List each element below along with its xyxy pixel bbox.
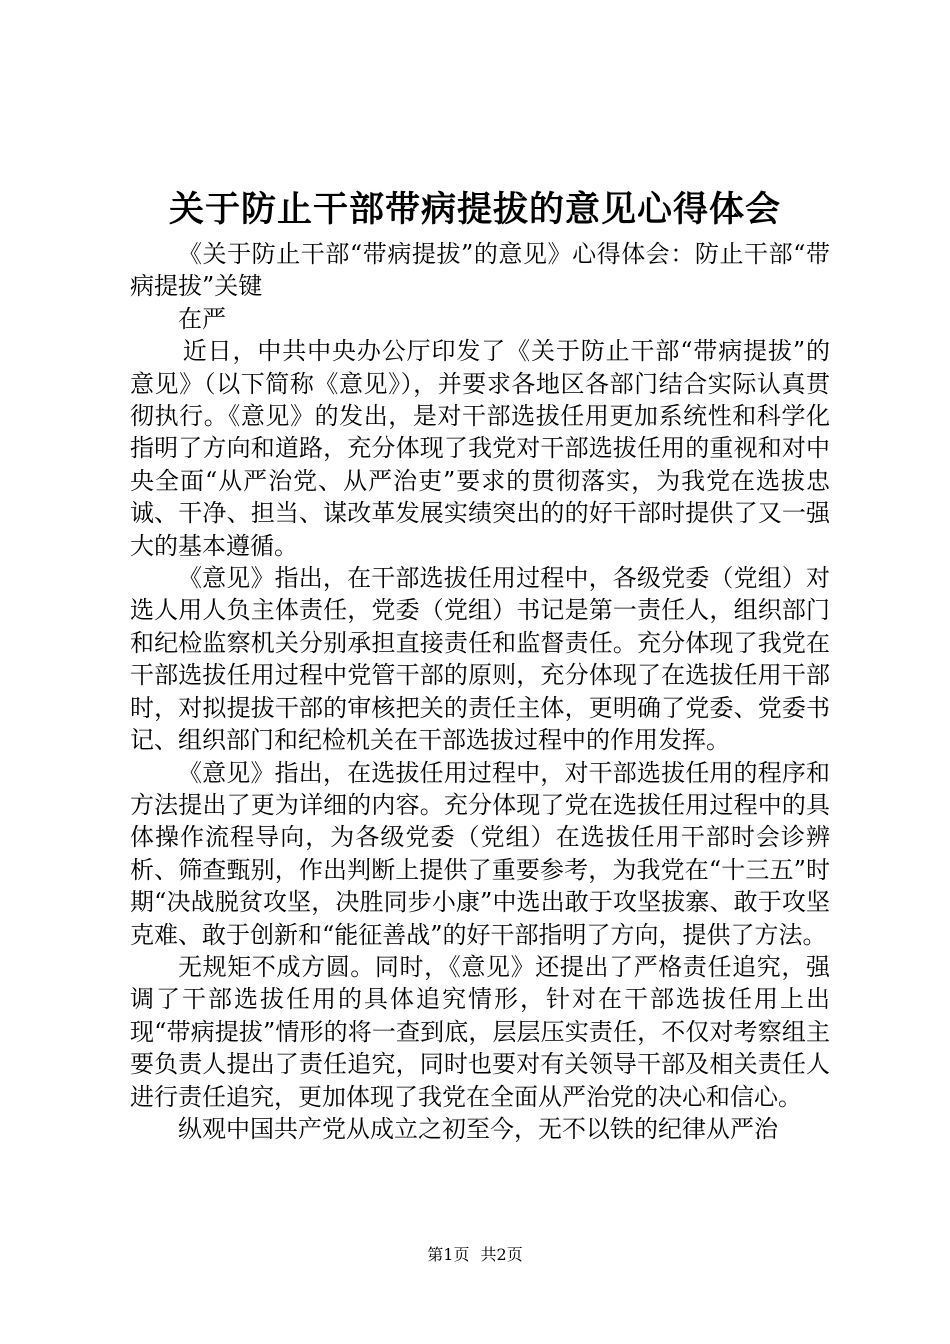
paragraph-continuation: 在严 xyxy=(178,304,226,333)
page-footer xyxy=(0,1244,950,1266)
document-body xyxy=(130,238,830,1145)
paragraph-subtitle: 《关于防止干部“带病提拔”的意见》心得体会：防止干部“带病提拔”关键 xyxy=(130,240,830,301)
page-number-current: 第1页 xyxy=(427,1245,470,1264)
paragraph-history: 纵观中国共产党从成立之初至今，无不以铁的纪律从严治 xyxy=(178,1114,778,1143)
paragraph-procedure: 《意见》指出，在选拔任用过程中，对干部选拔任用的程序和方法提出了更为详细的内容。充分体现了党在选拔任用过程中的具体操作流程导向，为各级党委（党组）在选拔任用干部时会诊辨析、筛查甄别，作出判断上提供了重要参考，为我党在“十三五”时期“决战脱贫攻坚，决胜同步小康”中选出敢于攻坚拔寨、敢于攻坚克难、敢于创新和“能征善战”的好干部指明了方向，提供了方法。 xyxy=(130,758,830,949)
page-number-total: 共2页 xyxy=(480,1245,523,1264)
document-title: 关于防止干部带病提拔的意见心得体会 xyxy=(168,189,781,230)
paragraph-intro: 近日，中共中央办公厅印发了《关于防止干部“带病提拔”的意见》（以下简称《意见》），并要求各地区各部门结合实际认真贯彻执行。《意见》的发出，是对干部选拔任用更加系统性和科学化指明了方向和道路，充分体现了我党对干部选拔任用的重视和对中央全面“从严治党、从严治吏”要求的贯彻落实，为我党在选拔忠诚、干净、担当、谋改革发展实绩突出的的好干部时提供了又一强大的基本遵循。 xyxy=(130,337,830,560)
paragraph-responsibility: 《意见》指出，在干部选拔任用过程中，各级党委（党组）对选人用人负主体责任，党委（党组）书记是第一责任人，组织部门和纪检监察机关分别承担直接责任和监督责任。充分体现了我党在干部选拔任用过程中党管干部的原则，充分体现了在选拔任用干部时，对拟提拔干部的审核把关的责任主体，更明确了党委、党委书记、组织部门和纪检机关在干部选拔过程中的作用发挥。 xyxy=(130,564,830,755)
paragraph-accountability: 无规矩不成方圆。同时，《意见》还提出了严格责任追究，强调了干部选拔任用的具体追究情形，针对在干部选拔任用上出现“带病提拔”情形的将一查到底，层层压实责任，不仅对考察组主要负责人提出了责任追究，同时也要对有关领导干部及相关责任人进行责任追究，更加体现了我党在全面从严治党的决心和信心。 xyxy=(130,952,830,1111)
